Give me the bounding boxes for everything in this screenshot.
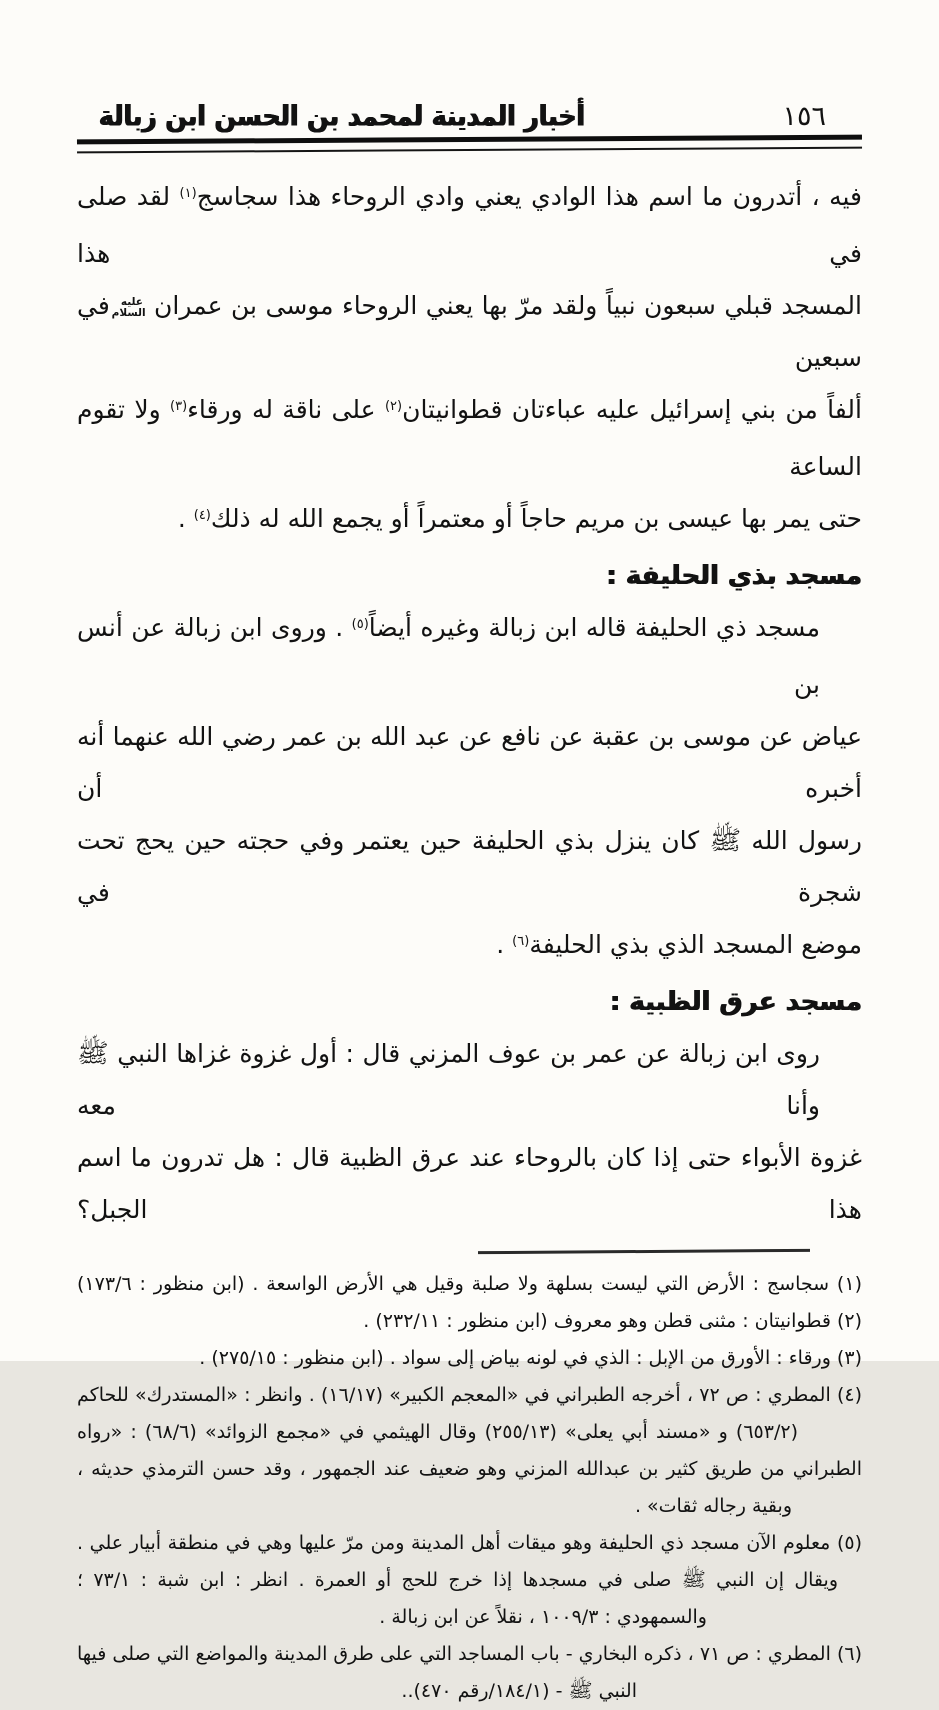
text-segment: .: [177, 504, 194, 533]
footnote-line: [77, 1599, 862, 1636]
text-segment: فيه ، أتدرون ما اسم هذا الوادي يعني وادي الروحاء هذا سجاسج: [196, 182, 862, 211]
paragraph: [77, 602, 862, 976]
footnote-line: [77, 1488, 862, 1525]
text-segment: موضع المسجد الذي بذي الحليفة: [529, 930, 862, 959]
text-line: [77, 919, 862, 976]
text-line: [77, 280, 862, 384]
page-header: [77, 90, 862, 132]
text-line: [77, 171, 862, 280]
footnote-line: [77, 1673, 862, 1710]
footnote-line: [77, 1340, 862, 1377]
section-heading: مسجد عرق الظبية :: [609, 987, 862, 1017]
text-segment: حتى يمر بها عيسى بن مريم حاجاً أو معتمراً أو يجمع الله له ذلك: [210, 504, 862, 533]
text-segment: روى ابن زبالة عن عمر بن عوف المزني قال : أول غزوة غزاها النبي: [108, 1039, 820, 1068]
text-segment: (٦٥٣/٢) و «مسند أبي يعلى» (٢٥٥/١٣) وقال الهيثمي في «مجمع الزوائد» (٦٨/٦) : «رواه: [77, 1421, 798, 1443]
footnote-marker: (١): [179, 185, 197, 201]
honorific-alayhi-salam: عليه السلام: [111, 296, 146, 320]
text-segment: النبي: [592, 1680, 637, 1702]
text-segment: الطبراني من طريق كثير بن عبدالله المزني وهو ضعيف عند الجمهور ، وقد حسن الترمذي حديثه ،: [77, 1458, 862, 1480]
footnote-line: [77, 1636, 862, 1673]
text-line: [77, 815, 862, 919]
footnote-marker: (٤): [193, 507, 211, 523]
text-segment: (٥) معلوم الآن مسجد ذي الحليفة وهو ميقات أهل المدينة ومن مرّ عليها وهي في منطقة أبيار علي .: [77, 1532, 862, 1554]
footnotes: [77, 1266, 862, 1710]
footnote-line: [77, 1525, 862, 1562]
main-text: [77, 171, 862, 1236]
honorific-saw: ﷺ: [681, 1567, 706, 1591]
text-line: [77, 1028, 862, 1132]
text-segment: كان ينزل بذي الحليفة حين يعتمر وفي حجته حين يحج تحت شجرة في: [77, 826, 862, 907]
footnote-line: [77, 1562, 862, 1599]
text-segment: رسول الله: [741, 826, 862, 855]
text-line: [77, 602, 862, 711]
text-line: [77, 384, 862, 493]
text-segment: (٣) ورقاء : الأورق من الإبل : الذي في لونه بياض إلى سواد . (ابن منظور : ٢٧٥/١٥) .: [199, 1347, 862, 1369]
paragraph: [77, 1028, 862, 1236]
text-segment: غزوة الأبواء حتى إذا كان بالروحاء عند عرق الظبية قال : هل تدرون ما اسم هذا الجبل؟: [77, 1143, 862, 1224]
paragraph: [77, 171, 862, 550]
page-number: ١٥٦: [782, 101, 826, 132]
book-title: أخبار المدينة لمحمد بن الحسن ابن زبالة: [99, 99, 586, 132]
text-segment: .: [496, 930, 513, 959]
text-segment: عياض عن موسى بن عقبة عن نافع عن عبد الله بن عمر رضي الله عنهما أنه أخبره أن: [77, 722, 862, 803]
text-segment: - (١٨٤/١/رقم ٤٧٠)..: [401, 1680, 569, 1702]
text-segment: (٢) قطوانيتان : مثنى قطن وهو معروف (ابن منظور : ٢٣٢/١١) .: [363, 1310, 862, 1332]
footnote-line: [77, 1303, 862, 1340]
text-segment: (٤) المطري : ص ٧٢ ، أخرجه الطبراني في «المعجم الكبير» (١٦/١٧) . وانظر : «المستدرك» للحاكم: [77, 1384, 863, 1406]
text-segment: (١) سجاسج : الأرض التي ليست بسلهة ولا صلبة وقيل هي الأرض الواسعة . (ابن منظور : ١٧٣/٦): [77, 1273, 862, 1295]
text-segment: ألفاً من بني إسرائيل عليه عباءتان قطوانيتان: [402, 395, 862, 424]
text-segment: . وروى ابن زبالة عن أنس بن: [77, 613, 820, 699]
footnote-marker: (٢): [384, 398, 403, 414]
footnote-marker: (٣): [170, 398, 188, 414]
text-line: [77, 493, 862, 550]
footnote-marker: (٥): [351, 616, 369, 632]
footnote-separator: [478, 1249, 810, 1254]
footnote-marker: (٦): [512, 933, 530, 949]
text-segment: (٦) المطري : ص ٧١ ، ذكره البخاري - باب المساجد التي على طرق المدينة والمواضع التي صلى فيها: [77, 1643, 862, 1665]
footnote-line: [77, 1377, 862, 1414]
text-segment: ولا تقوم الساعة: [77, 395, 862, 481]
text-segment: وأنا معه: [77, 1091, 820, 1120]
text-line: [77, 711, 862, 815]
honorific-saw: ﷺ: [568, 1678, 593, 1702]
text-segment: في سبعين: [77, 291, 862, 372]
text-segment: لقد صلى في هذا: [77, 182, 862, 268]
header-rule: [77, 135, 862, 154]
text-segment: صلى في مسجدها إذا خرج للحج أو العمرة . انظر : ابن شبة : ٧٣/١ ؛: [77, 1569, 682, 1591]
text-segment: وبقية رجاله ثقات» .: [634, 1495, 792, 1517]
text-segment: مسجد ذي الحليفة قاله ابن زبالة وغيره أيضاً: [368, 613, 820, 642]
honorific-saw: ﷺ: [709, 826, 742, 856]
text-segment: المسجد قبلي سبعون نبياً ولقد مرّ بها يعني الروحاء موسى بن عمران: [145, 291, 862, 320]
text-segment: ويقال إن النبي: [705, 1569, 839, 1591]
footnote-line: [77, 1451, 862, 1488]
text-segment: والسمهودي : ١٠٠٩/٣ ، نقلاً عن ابن زبالة .: [379, 1606, 707, 1628]
text-segment: على ناقة له ورقاء: [187, 395, 385, 424]
honorific-saw: ﷺ: [77, 1039, 109, 1069]
footnote-line: [77, 1266, 862, 1303]
footnote-line: [77, 1414, 862, 1451]
section-heading: مسجد بذي الحليفة :: [606, 561, 862, 591]
text-line: [77, 1132, 862, 1236]
